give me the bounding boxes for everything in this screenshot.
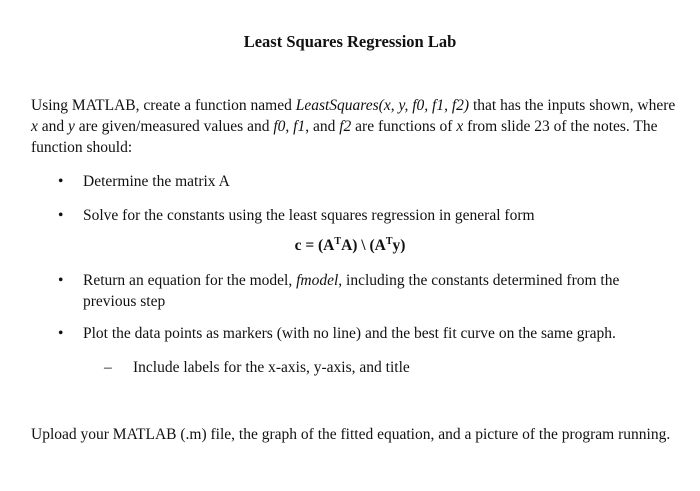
intro-text: , — [285, 118, 294, 135]
bullet-item-1: Determine the matrix A — [83, 173, 230, 190]
intro-text: Using MATLAB, create a function named — [31, 97, 296, 114]
least-squares-equation — [0, 236, 700, 255]
var-f0: f0 — [273, 118, 286, 135]
equation-part: A) \ (A — [341, 237, 386, 255]
intro-text: , and — [305, 118, 340, 135]
var-f1: f1 — [293, 118, 306, 135]
intro-text: are given/measured values and — [74, 118, 274, 135]
bullet-item-2: Solve for the constants using the least squares regression in general form — [83, 207, 535, 224]
bullet-text: Return an equation for the model, — [83, 272, 297, 289]
bullet-item-4: Plot the data points as markers (with no line) and the best fit curve on the same graph. — [83, 325, 616, 342]
bullet-icon: • — [58, 325, 64, 342]
page-title: Least Squares Regression Lab — [243, 32, 457, 51]
fmodel-term: fmodel — [296, 272, 339, 289]
var-y: y — [68, 118, 75, 135]
bullet-text: , including the constants determined from the previous step — [83, 272, 620, 310]
var-f2: f2 — [339, 118, 352, 135]
function-signature: LeastSquares(x, y, f0, f1, f2) — [295, 97, 470, 114]
bullet-icon: • — [58, 272, 64, 289]
intro-text: from slide 23 of the notes. The function should: — [31, 118, 658, 156]
transpose-sup: T — [385, 236, 393, 247]
dash-icon: – — [104, 359, 112, 376]
bullet-icon: • — [58, 207, 64, 224]
equation-part: y) — [392, 237, 406, 255]
bullet-icon: • — [58, 173, 64, 190]
var-x: x — [456, 118, 464, 135]
intro-text: that has the inputs shown, where — [469, 97, 676, 114]
bullet-item-3 — [83, 270, 673, 312]
sub-bullet-item: Include labels for the x-axis, y-axis, and title — [133, 359, 410, 376]
intro-text: are functions of — [351, 118, 457, 135]
equation-part: c = (A — [294, 237, 335, 255]
var-x: x — [31, 118, 38, 135]
closing-paragraph: Upload your MATLAB (.m) file, the graph of the fitted equation, and a picture of the program running. — [31, 426, 671, 443]
intro-text: and — [37, 118, 69, 135]
intro-paragraph — [31, 95, 679, 158]
transpose-sup: T — [334, 236, 342, 247]
